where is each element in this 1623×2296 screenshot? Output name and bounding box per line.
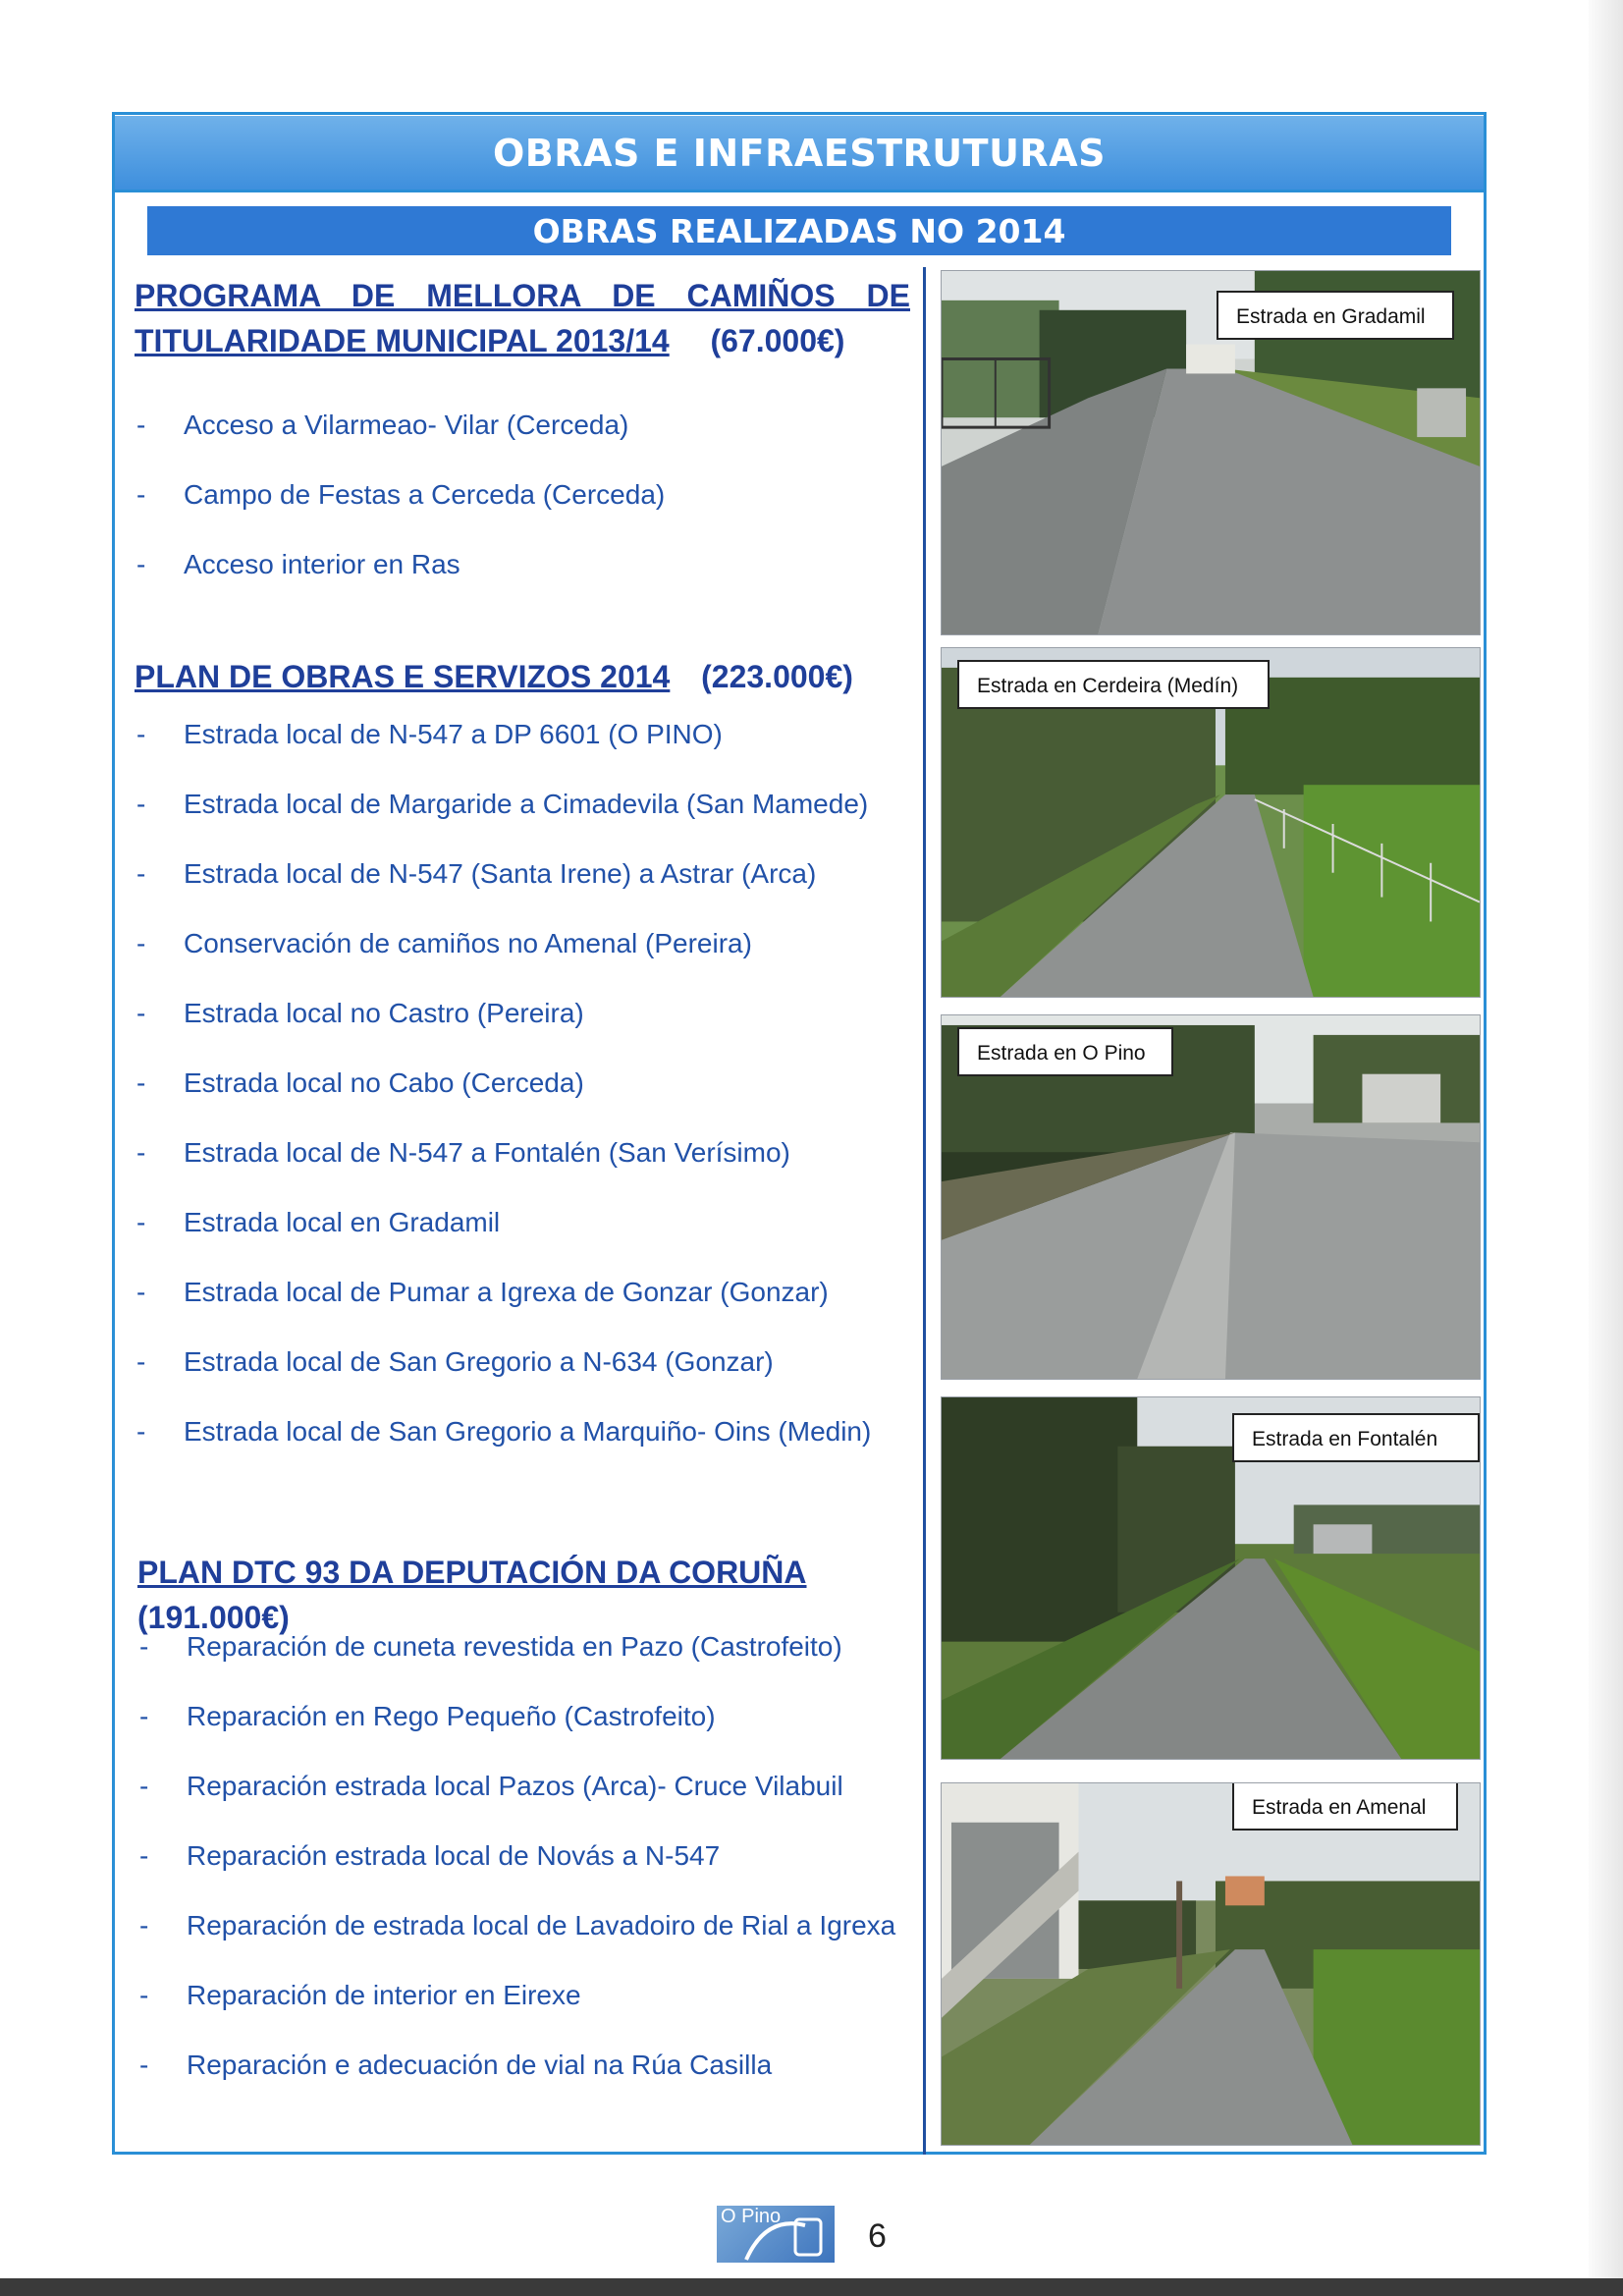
list-dash: - <box>139 1771 149 1801</box>
list-item <box>135 475 910 515</box>
list-item <box>137 1767 913 1806</box>
list-item <box>135 545 910 584</box>
list-item <box>135 785 910 824</box>
photo-road-o-pino <box>941 1014 1481 1380</box>
coat-of-arms-icon <box>717 2206 835 2263</box>
list-item <box>135 1412 910 1451</box>
logo-text: O Pino <box>721 2206 782 2227</box>
section-title-mellora-caminos <box>135 273 910 363</box>
list-item <box>135 924 910 963</box>
list-dash: - <box>136 1207 146 1237</box>
list-item <box>135 1133 910 1173</box>
list-dash: - <box>139 1701 149 1731</box>
list-item-text: Estrada local de Margaride a Cimadevila (San Mamede) <box>184 789 869 819</box>
list-item-text: Conservación de camiños no Amenal (Pereira) <box>184 928 752 958</box>
list-dash: - <box>136 1067 146 1098</box>
photo-caption: Estrada en Gradamil <box>1217 291 1454 340</box>
list-item-text: Reparación de estrada local de Lavadoiro de Rial a Igrexa <box>187 1910 896 1941</box>
list-item <box>135 1064 910 1103</box>
list-item-text: Estrada local de N-547 a DP 6601 (O PINO) <box>184 719 723 749</box>
list-item-text: Estrada local no Castro (Pereira) <box>184 998 584 1028</box>
list-dash: - <box>136 1277 146 1307</box>
page-title: OBRAS E INFRAESTRUTURAS <box>115 116 1484 192</box>
section-title-text: PLAN DE OBRAS E SERVIZOS 2014 <box>135 659 671 694</box>
list-item-text: Reparación estrada local de Novás a N-547 <box>187 1840 721 1871</box>
photo-road-fontalen <box>941 1396 1481 1760</box>
photo-caption: Estrada en Fontalén <box>1232 1413 1480 1462</box>
list-item-text: Acceso interior en Ras <box>184 549 460 579</box>
list-item <box>135 1203 910 1242</box>
list-item-text: Campo de Festas a Cerceda (Cerceda) <box>184 479 666 510</box>
section-title-text: PLAN DTC 93 DA DEPUTACIÓN DA CORUÑA <box>137 1555 807 1590</box>
list-item <box>137 1627 913 1667</box>
list-item-text: Estrada local de Pumar a Igrexa de Gonzar (Gonzar) <box>184 1277 829 1307</box>
list-dash: - <box>136 410 146 440</box>
page-number: 6 <box>868 2217 887 2255</box>
list-item <box>137 2046 913 2085</box>
section-title-plan-obras <box>135 654 910 699</box>
list-dash: - <box>136 1346 146 1377</box>
list-dash: - <box>136 998 146 1028</box>
list-item <box>137 1976 913 2015</box>
list-dash: - <box>139 1631 149 1662</box>
list-item <box>135 715 910 754</box>
list-item <box>137 1906 913 1945</box>
photo-caption: Estrada en O Pino <box>957 1027 1173 1076</box>
list-item-text: Acceso a Vilarmeao- Vilar (Cerceda) <box>184 410 629 440</box>
list-item <box>135 1273 910 1312</box>
section-amount: (223.000€) <box>701 659 853 694</box>
list-item-text: Reparación de interior en Eirexe <box>187 1980 581 2010</box>
list-item-text: Reparación de cuneta revestida en Pazo (Castrofeito) <box>187 1631 842 1662</box>
list-item <box>137 1697 913 1736</box>
column-divider <box>923 267 926 2155</box>
list-item-text: Estrada local de San Gregorio a Marquiño- Oins (Medin) <box>184 1416 872 1447</box>
list-item-text: Estrada local en Gradamil <box>184 1207 501 1237</box>
list-dash: - <box>136 789 146 819</box>
list-dash: - <box>136 858 146 889</box>
list-dash: - <box>136 479 146 510</box>
list-dash: - <box>139 1840 149 1871</box>
o-pino-logo <box>717 2206 835 2263</box>
list-item-text: Estrada local de San Gregorio a N-634 (Gonzar) <box>184 1346 774 1377</box>
photo-caption: Estrada en Amenal <box>1232 1782 1458 1831</box>
list-item-text: Estrada local de N-547 (Santa Irene) a Astrar (Arca) <box>184 858 817 889</box>
list-item-text: Estrada local no Cabo (Cerceda) <box>184 1067 584 1098</box>
list-dash: - <box>139 2050 149 2080</box>
list-item-text: Reparación en Rego Pequeño (Castrofeito) <box>187 1701 716 1731</box>
list-dash: - <box>136 719 146 749</box>
list-item <box>135 994 910 1033</box>
list-dash: - <box>136 1137 146 1168</box>
list-dash: - <box>136 549 146 579</box>
list-dash: - <box>139 1980 149 2010</box>
list-item-text: Reparación e adecuación de vial na Rúa Casilla <box>187 2050 773 2080</box>
photo-caption: Estrada en Cerdeira (Medín) <box>957 660 1270 709</box>
page-edge-shadow <box>1589 0 1623 2296</box>
section-amount: (191.000€) <box>137 1600 290 1635</box>
list-dash: - <box>136 1416 146 1447</box>
list-item-text: Reparación estrada local Pazos (Arca)- Cruce Vilabuil <box>187 1771 843 1801</box>
section-title-line2: TITULARIDADE MUNICIPAL 2013/14 <box>135 323 670 358</box>
road-photo-image <box>942 1783 1480 2145</box>
list-item <box>135 1342 910 1382</box>
section-title-line1: PROGRAMA DE MELLORA DE CAMIÑOS DE <box>135 278 910 313</box>
photo-road-cerdeira <box>941 647 1481 998</box>
section-amount: (67.000€) <box>710 323 845 358</box>
section-banner: OBRAS REALIZADAS NO 2014 <box>147 206 1451 255</box>
list-item <box>135 406 910 445</box>
list-item-text: Estrada local de N-547 a Fontalén (San Verísimo) <box>184 1137 790 1168</box>
scan-bottom-edge <box>0 2278 1623 2296</box>
list-dash: - <box>136 928 146 958</box>
photo-road-amenal <box>941 1782 1481 2146</box>
list-item <box>135 854 910 894</box>
list-dash: - <box>139 1910 149 1941</box>
list-item <box>137 1836 913 1876</box>
photo-road-gradamil <box>941 270 1481 635</box>
